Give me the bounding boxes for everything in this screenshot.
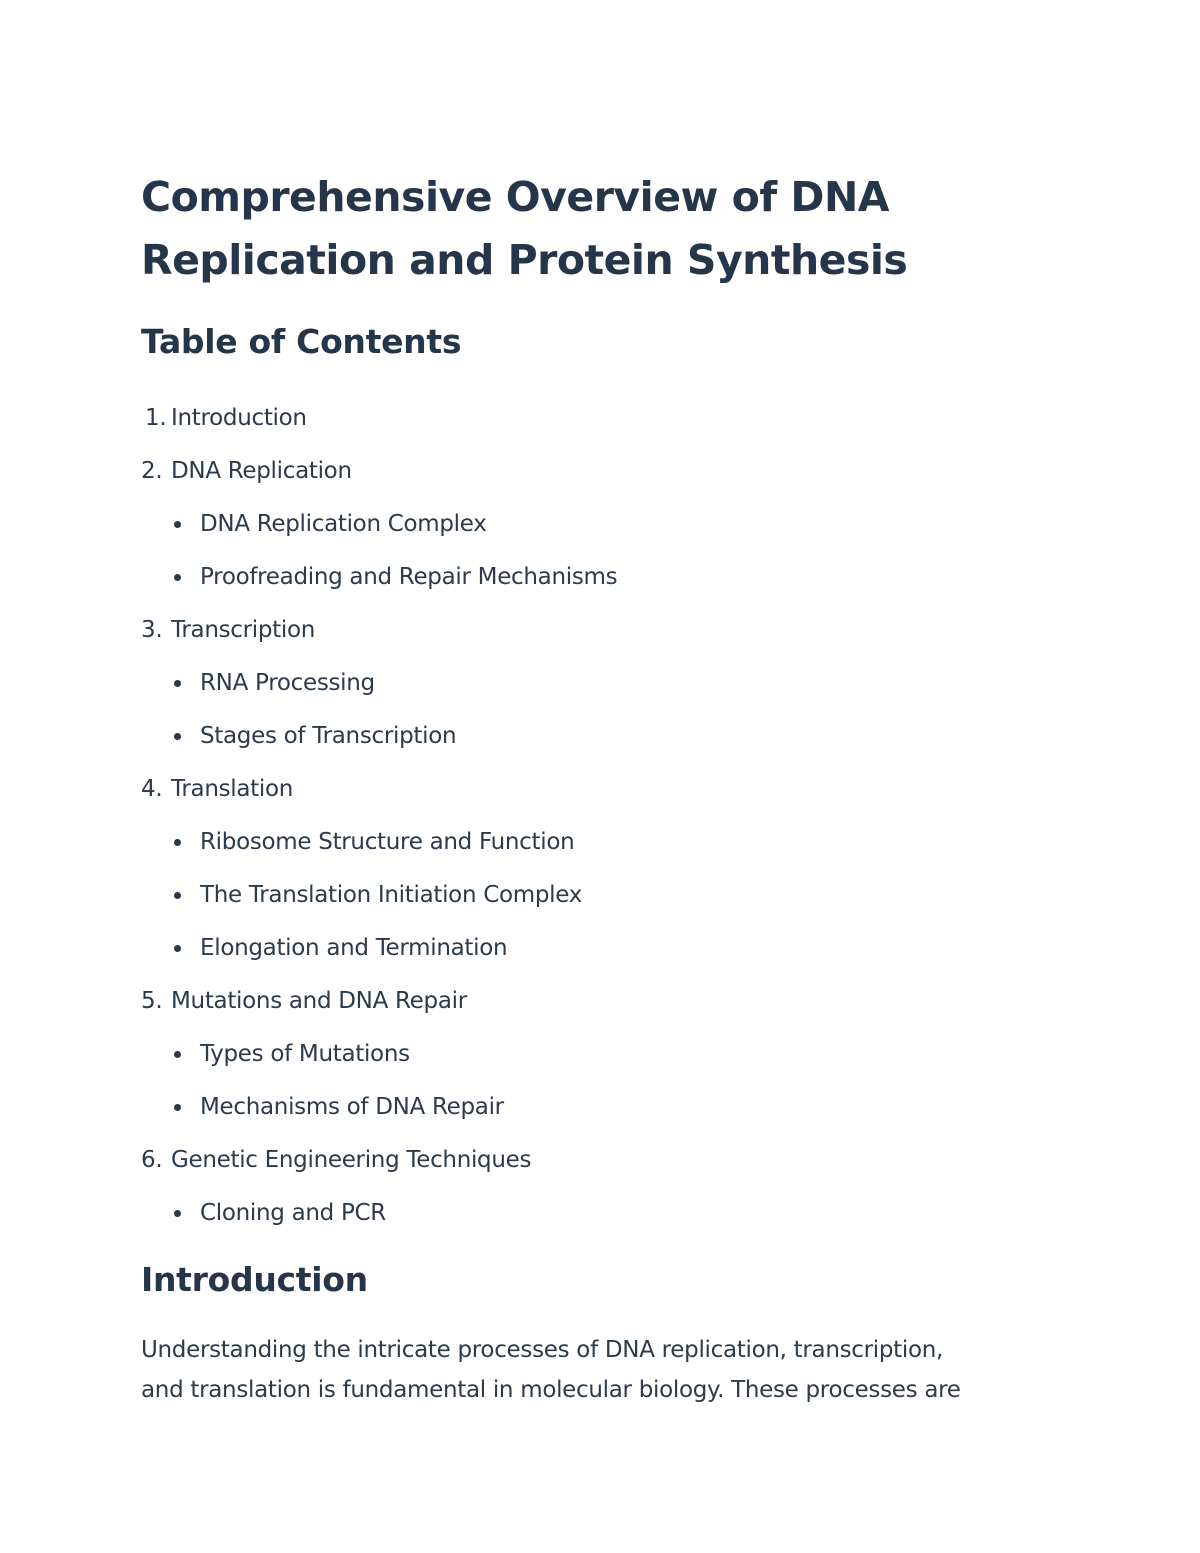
toc-label: Transcription xyxy=(171,617,316,643)
toc-subitem[interactable]: Ribosome Structure and Function xyxy=(171,816,1050,869)
toc-label: Translation xyxy=(171,776,294,802)
toc-sublist xyxy=(141,816,1050,975)
toc-subitem[interactable]: Cloning and PCR xyxy=(171,1187,1050,1240)
document-title xyxy=(141,166,1050,292)
introduction-heading: Introduction xyxy=(141,1260,368,1299)
toc-item-translation[interactable] xyxy=(141,763,1050,975)
toc-number: 2. xyxy=(141,458,163,484)
toc-item-dna-replication[interactable] xyxy=(141,445,1050,604)
toc-number: 6. xyxy=(141,1147,163,1173)
toc-number: 5. xyxy=(141,988,163,1014)
toc-item-genetic-engineering-techniques[interactable] xyxy=(141,1134,1050,1240)
toc-label: Mutations and DNA Repair xyxy=(171,988,467,1014)
toc-item-transcription[interactable] xyxy=(141,604,1050,763)
title-line-1: Comprehensive Overview of DNA xyxy=(141,173,890,221)
introduction-paragraph xyxy=(141,1330,1050,1410)
intro-line-1: Understanding the intricate processes of DNA replication, transcription, xyxy=(141,1337,944,1363)
toc-number: 1. xyxy=(145,405,167,431)
toc-subitem[interactable]: Mechanisms of DNA Repair xyxy=(171,1081,1050,1134)
toc-subitem[interactable]: The Translation Initiation Complex xyxy=(171,869,1050,922)
intro-line-2: and translation is fundamental in molecular biology. These processes are xyxy=(141,1377,961,1403)
toc-number: 4. xyxy=(141,776,163,802)
toc-sublist xyxy=(141,498,1050,604)
toc-subitem[interactable]: DNA Replication Complex xyxy=(171,498,1050,551)
toc-item-mutations-and-dna-repair[interactable] xyxy=(141,975,1050,1134)
toc-subitem[interactable]: Stages of Transcription xyxy=(171,710,1050,763)
toc-label: Genetic Engineering Techniques xyxy=(171,1147,532,1173)
toc-heading: Table of Contents xyxy=(141,322,462,361)
toc-sublist xyxy=(141,1187,1050,1240)
toc-subitem[interactable]: Types of Mutations xyxy=(171,1028,1050,1081)
toc-sublist xyxy=(141,657,1050,763)
toc-subitem[interactable]: Proofreading and Repair Mechanisms xyxy=(171,551,1050,604)
toc-label: DNA Replication xyxy=(171,458,352,484)
toc-item-introduction[interactable] xyxy=(141,392,1050,445)
toc-number: 3. xyxy=(141,617,163,643)
toc-label: Introduction xyxy=(171,405,307,431)
table-of-contents xyxy=(141,392,1050,1240)
title-line-2: Replication and Protein Synthesis xyxy=(141,236,908,284)
toc-subitem[interactable]: RNA Processing xyxy=(171,657,1050,710)
toc-sublist xyxy=(141,1028,1050,1134)
toc-subitem[interactable]: Elongation and Termination xyxy=(171,922,1050,975)
